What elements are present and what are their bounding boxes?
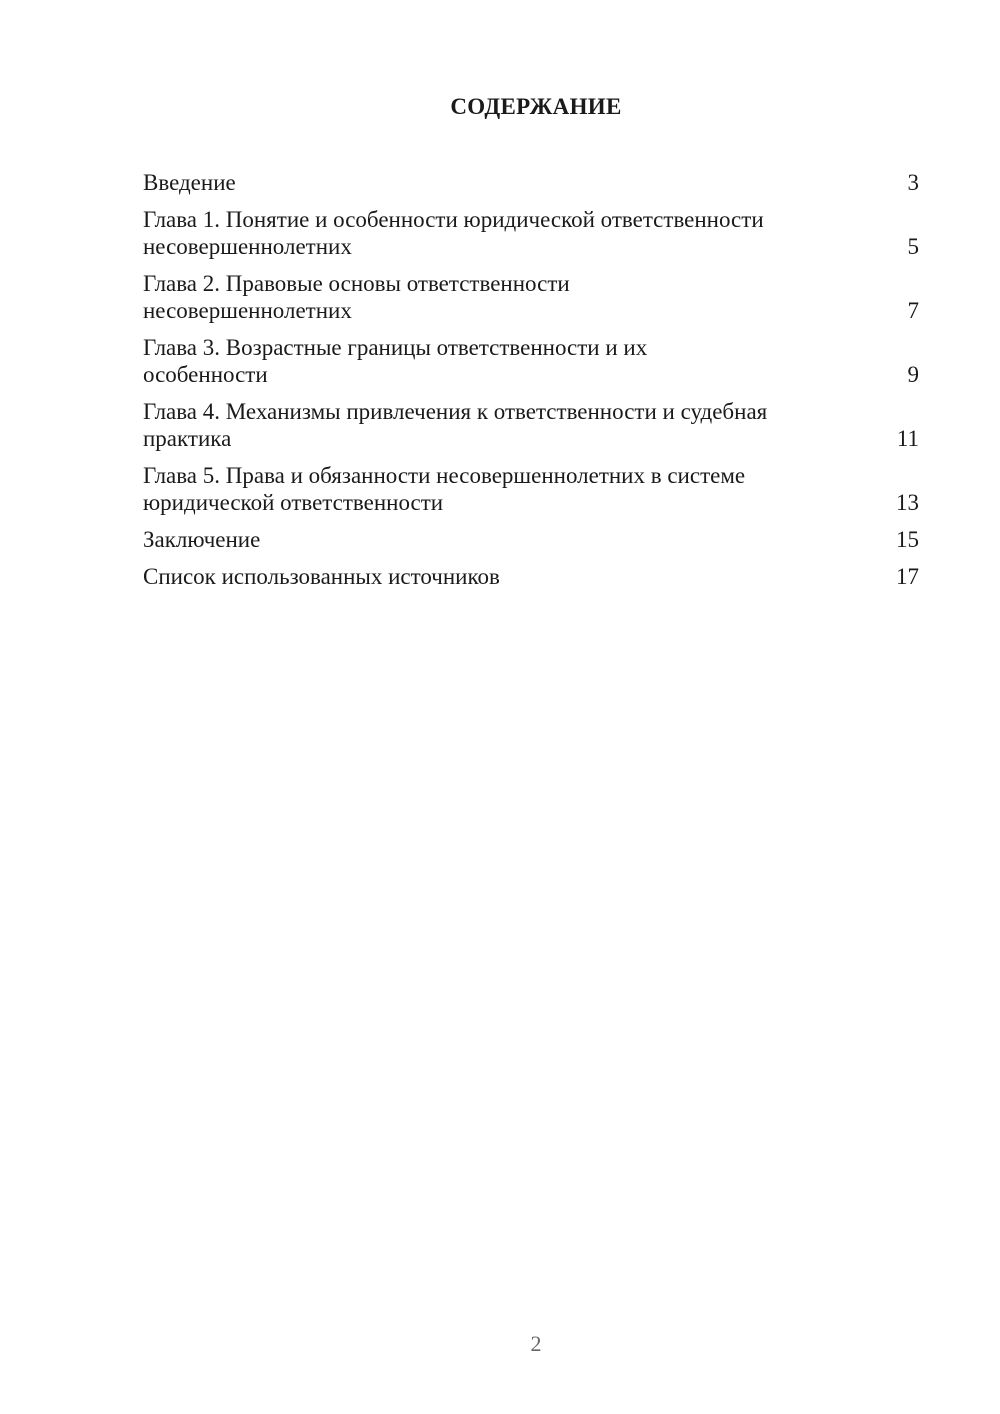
toc-entry-conclusion[interactable] xyxy=(143,526,919,553)
toc-entry-page: 15 xyxy=(896,527,919,552)
toc-entry-text: Глава 5. Права и обязанности несовершеннолетних в системе юридической ответственности xyxy=(143,463,746,515)
toc-entry-text: Глава 4. Механизмы привлечения к ответственности и судебная практика xyxy=(143,399,768,451)
toc-entry-page: 3 xyxy=(907,170,919,195)
toc-entry-text: Глава 1. Понятие и особенности юридической ответственности несовершеннолетних xyxy=(143,207,764,259)
toc-entry-text: Введение xyxy=(143,170,236,195)
toc-entry-chapter-1[interactable] xyxy=(143,206,919,260)
toc-entry-text: Глава 2. Правовые основы ответственности несовершеннолетних xyxy=(143,271,570,323)
toc-entry-chapter-4[interactable] xyxy=(143,398,919,452)
page-number: 2 xyxy=(530,1331,542,1356)
toc-entry-references[interactable] xyxy=(143,563,919,590)
toc-entry-chapter-5[interactable] xyxy=(143,462,919,516)
toc-entry-text: Глава 3. Возрастные границы ответственности и их особенности xyxy=(143,335,648,387)
toc-entry-text: Список использованных источников xyxy=(143,564,500,589)
toc-title: СОДЕРЖАНИЕ xyxy=(450,94,622,119)
toc-entry-page: 9 xyxy=(907,362,919,387)
toc-entry-chapter-2[interactable] xyxy=(143,270,919,324)
toc-entry-page: 11 xyxy=(896,426,919,451)
toc-entry-chapter-3[interactable] xyxy=(143,334,919,388)
toc-entry-text: Заключение xyxy=(143,527,261,552)
toc-entry-page: 7 xyxy=(907,298,919,323)
toc-entry-page: 17 xyxy=(896,564,919,589)
toc-entry-page: 5 xyxy=(907,234,919,259)
table-of-contents xyxy=(143,169,919,600)
toc-entry-introduction[interactable] xyxy=(143,169,919,196)
toc-entry-page: 13 xyxy=(896,490,919,515)
